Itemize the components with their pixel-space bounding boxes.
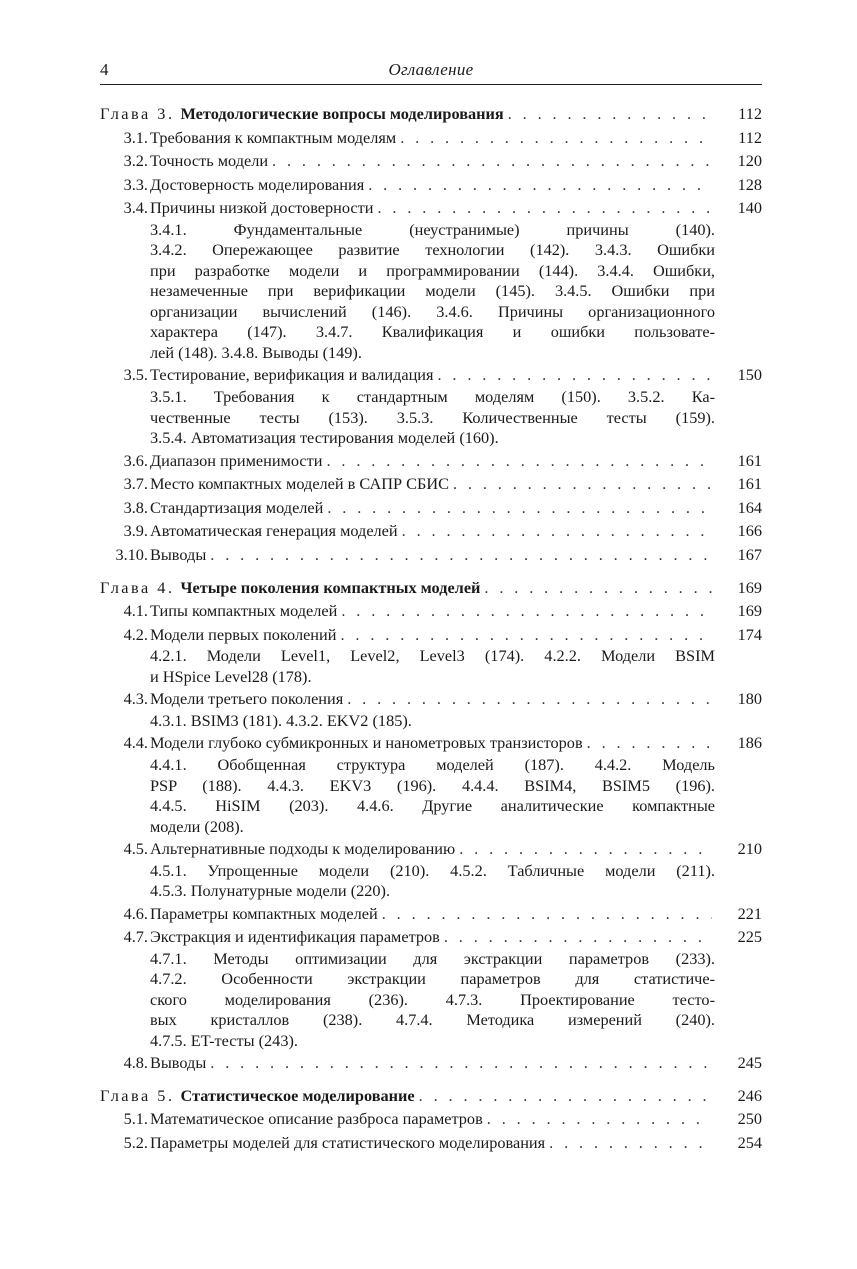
section-title: Место компактных моделей в САПР СБИС — [150, 474, 449, 494]
dot-leader — [272, 149, 712, 173]
section-title: Требования к компактным моделям — [150, 127, 397, 147]
section-title: Типы компактных моделей — [150, 601, 338, 621]
chapter-label: Глава 4. — [100, 577, 175, 597]
subsection-list — [150, 755, 715, 837]
section-title: Причины низкой достоверности — [150, 198, 374, 218]
page-number: 4 — [100, 60, 109, 79]
chapter-title: Методологические вопросы моделирования — [180, 104, 504, 123]
subsection-line[interactable]: 3.5.4. Автоматизация тестирования моделей (160). — [150, 428, 499, 448]
section-page: 225 — [737, 927, 762, 947]
dot-leader — [453, 472, 712, 496]
subsection-list — [150, 949, 715, 1052]
section-entry[interactable] — [100, 1051, 762, 1075]
section-title: Точность модели — [150, 151, 269, 171]
section-number: 3.2. — [123, 151, 148, 171]
dot-leader — [400, 126, 712, 150]
section-entry[interactable] — [100, 519, 762, 543]
subsection-line[interactable]: незамеченные при верификации модели (145). 3.4.5. Ошибки при — [150, 281, 715, 301]
section-number: 3.5. — [123, 365, 148, 385]
section-title: Автоматическая генерация моделей — [150, 521, 398, 541]
section-entry[interactable] — [100, 837, 762, 861]
section-title: Экстракция и идентификация параметров — [150, 927, 440, 947]
subsection-line[interactable]: организации вычислений (146). 3.4.6. Причины организационного — [150, 301, 715, 321]
running-header — [100, 58, 762, 85]
section-number: 3.8. — [123, 497, 148, 517]
subsection-line[interactable]: 4.7.5. ET-тесты (243). — [150, 1030, 298, 1050]
section-number: 4.1. — [123, 601, 148, 621]
section-page: 140 — [737, 198, 762, 218]
subsection-list — [150, 646, 715, 687]
chapter-label: Глава 5. — [100, 1085, 175, 1105]
section-entry[interactable] — [100, 599, 762, 623]
section-title: Модели глубоко субмикронных и нанометровых транзисторов — [150, 733, 583, 753]
section-entry[interactable] — [100, 496, 762, 520]
section-number: 3.6. — [123, 450, 148, 470]
section-number: 4.7. — [123, 927, 148, 947]
chapter-page: 112 — [738, 104, 762, 123]
dot-leader — [587, 731, 712, 755]
dot-leader — [484, 576, 712, 600]
subsection-line[interactable]: чественные тесты (153). 3.5.3. Количественные тесты (159). — [150, 407, 715, 427]
section-page: 221 — [737, 903, 762, 923]
subsection-list — [150, 220, 715, 364]
subsection-line[interactable]: 4.2.1. Модели Level1, Level2, Level3 (174). 4.2.2. Модели BSIM — [150, 646, 715, 666]
section-page: 210 — [737, 839, 762, 858]
section-page: 161 — [737, 450, 762, 470]
section-entry[interactable] — [100, 149, 762, 173]
section-title: Модели первых поколений — [150, 624, 337, 644]
table-of-contents — [100, 102, 762, 1155]
dot-leader — [419, 1084, 712, 1108]
section-number: 4.8. — [123, 1053, 148, 1073]
section-entry[interactable] — [100, 126, 762, 150]
dot-leader — [210, 543, 712, 567]
section-entry[interactable] — [100, 543, 762, 567]
section-page: 169 — [737, 601, 762, 621]
section-title: Параметры компактных моделей — [150, 903, 378, 923]
dot-leader — [437, 363, 712, 387]
dot-leader — [377, 196, 712, 220]
section-entry[interactable] — [100, 687, 762, 711]
section-page: 186 — [737, 733, 762, 753]
dot-leader — [508, 102, 712, 126]
section-number: 4.2. — [123, 624, 148, 644]
dot-leader — [368, 173, 712, 197]
section-page: 174 — [737, 624, 762, 644]
section-number: 4.3. — [123, 689, 148, 709]
dot-leader — [326, 449, 712, 473]
subsection-list — [150, 861, 715, 902]
section-title: Выводы — [150, 544, 207, 564]
section-number: 4.5. — [123, 839, 148, 858]
section-number: 3.3. — [123, 174, 148, 194]
section-title: Выводы — [150, 1053, 207, 1073]
chapter-entry[interactable] — [100, 576, 762, 600]
section-entry[interactable] — [100, 363, 762, 387]
section-title: Математическое описание разброса параметров — [150, 1109, 483, 1129]
chapter-title: Статистическое моделирование — [180, 1085, 415, 1105]
subsection-line[interactable]: ского моделирования (236). 4.7.3. Проектирование тесто- — [150, 989, 715, 1009]
subsection-line[interactable]: 3.4.2. Опережающее развитие технологии (142). 3.4.3. Ошибки — [150, 240, 715, 260]
dot-leader — [340, 623, 712, 647]
chapter-page: 169 — [737, 577, 762, 597]
subsection-line[interactable]: 3.4.1. Фундаментальные (неустранимые) причины (140). — [150, 219, 715, 239]
subsection-line[interactable]: при разработке модели и программировании (144). 3.4.4. Ошибки, — [150, 260, 715, 280]
section-number: 3.9. — [123, 521, 148, 541]
section-page: 161 — [737, 474, 762, 494]
section-page: 120 — [737, 151, 762, 171]
subsection-line[interactable]: лей (148). 3.4.8. Выводы (149). — [150, 342, 362, 362]
section-entry[interactable] — [100, 902, 762, 926]
subsection-line[interactable]: 4.7.2. Особенности экстракции параметров для статистиче- — [150, 969, 715, 989]
subsection-line[interactable]: 4.3.1. BSIM3 (181). 4.3.2. EKV2 (185). — [150, 710, 412, 730]
dot-leader — [327, 496, 712, 520]
chapter-entry[interactable] — [100, 1084, 762, 1108]
section-page: 250 — [737, 1109, 762, 1129]
chapter-page: 246 — [737, 1085, 762, 1105]
section-number: 3.1. — [123, 127, 148, 147]
subsection-list — [150, 711, 715, 732]
section-title: Стандартизация моделей — [150, 497, 324, 517]
subsection-line[interactable]: модели (208). — [150, 816, 244, 836]
subsection-line[interactable]: и HSpice Level28 (178). — [150, 666, 312, 686]
section-title: Параметры моделей для статистического моделирования — [150, 1133, 546, 1153]
section-page: 180 — [737, 689, 762, 709]
dot-leader — [487, 1107, 712, 1131]
section-title: Диапазон применимости — [150, 450, 323, 470]
dot-leader — [402, 519, 712, 543]
section-number: 3.7. — [123, 474, 148, 494]
dot-leader — [382, 902, 712, 926]
subsection-line[interactable]: характера (147). 3.4.7. Квалификация и ошибки пользовате- — [150, 322, 715, 342]
subsection-line[interactable]: 4.4.5. HiSIM (203). 4.4.6. Другие аналитические компактные — [150, 796, 715, 815]
dot-leader — [341, 599, 712, 623]
section-page: 254 — [737, 1133, 762, 1153]
section-title: Модели третьего поколения — [150, 689, 344, 709]
dot-leader — [459, 837, 712, 861]
section-entry[interactable] — [100, 623, 762, 647]
section-title: Альтернативные подходы к моделированию — [150, 839, 456, 858]
running-title: Оглавление — [388, 60, 474, 79]
section-entry[interactable] — [100, 196, 762, 220]
section-page: 164 — [737, 497, 762, 517]
section-page: 128 — [737, 174, 762, 194]
section-entry[interactable] — [100, 472, 762, 496]
subsection-line[interactable]: 4.7.1. Методы оптимизации для экстракции параметров (233). — [150, 948, 715, 968]
section-entry[interactable] — [100, 731, 762, 755]
subsection-line[interactable]: 4.5.1. Упрощенные модели (210). 4.5.2. Табличные модели (211). — [150, 860, 715, 880]
section-entry[interactable] — [100, 1107, 762, 1131]
chapter-title: Четыре поколения компактных моделей — [180, 577, 481, 597]
section-number: 5.1. — [123, 1109, 148, 1129]
section-number: 3.4. — [123, 198, 148, 218]
section-page: 245 — [737, 1053, 762, 1073]
section-title: Тестирование, верификация и валидация — [150, 365, 434, 385]
section-page: 112 — [738, 127, 762, 147]
subsection-list — [150, 387, 715, 449]
chapter-label: Глава 3. — [100, 104, 175, 123]
section-number: 4.6. — [123, 903, 148, 923]
section-number: 3.10. — [115, 544, 148, 564]
dot-leader — [210, 1051, 712, 1075]
section-entry[interactable] — [100, 173, 762, 197]
subsection-line[interactable]: 4.4.1. Обобщенная структура моделей (187). 4.4.2. Модель — [150, 755, 715, 774]
section-page: 167 — [737, 544, 762, 564]
section-entry[interactable] — [100, 1131, 762, 1155]
section-page: 150 — [737, 365, 762, 385]
dot-leader — [549, 1131, 712, 1155]
dot-leader — [444, 925, 712, 949]
chapter-entry[interactable] — [100, 102, 762, 126]
section-title: Достоверность моделирования — [150, 174, 365, 194]
section-number: 4.4. — [123, 733, 148, 753]
subsection-line[interactable]: 3.5.1. Требования к стандартным моделям (150). 3.5.2. Ка- — [150, 387, 715, 407]
subsection-line[interactable]: PSP (188). 4.4.3. EKV3 (196). 4.4.4. BSIM4, BSIM5 (196). — [150, 775, 715, 795]
subsection-line[interactable]: вых кристаллов (238). 4.7.4. Методика измерений (240). — [150, 1010, 715, 1030]
dot-leader — [347, 687, 712, 711]
book-page — [100, 58, 762, 1153]
section-number: 5.2. — [123, 1133, 148, 1153]
section-entry[interactable] — [100, 449, 762, 473]
section-page: 166 — [737, 521, 762, 541]
section-entry[interactable] — [100, 925, 762, 949]
subsection-line[interactable]: 4.5.3. Полунатурные модели (220). — [150, 881, 391, 901]
